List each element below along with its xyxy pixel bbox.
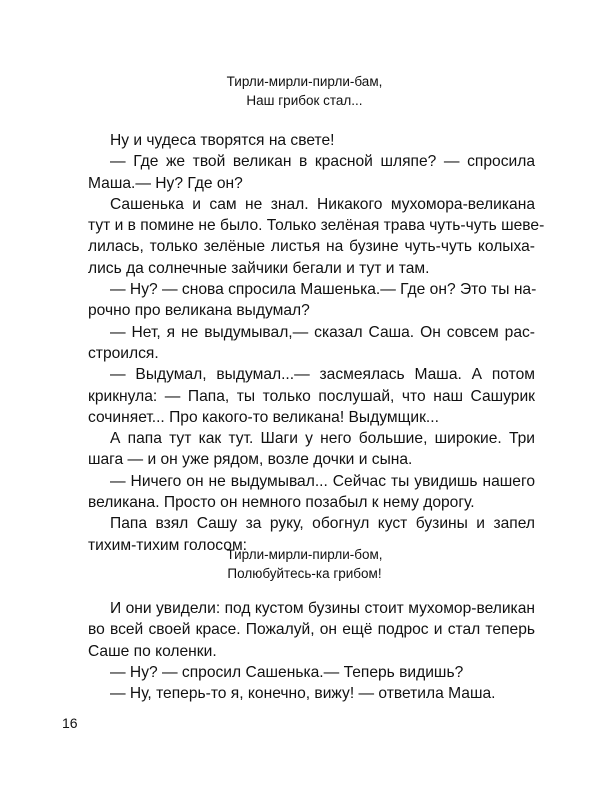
text-line: — Ну? — снова спросила Машенька.— Где он? Это ты на- <box>110 281 537 299</box>
text-line: Маша.— Ну? Где он? <box>88 174 243 192</box>
text-line: Ну и чудеса творятся на свете! <box>110 132 335 149</box>
text-line: — Ничего он не выдумывал... Сейчас ты увидишь нашего <box>110 472 535 490</box>
text-line: Сашенька и сам не знал. Никакого мухомора-великана <box>110 195 535 213</box>
text-line: — Где же твой великан в красной шляпе? — спросила <box>110 153 535 171</box>
text-line: тут и в помине не было. Только зелёная трава чуть-чуть шеве- <box>88 217 545 235</box>
verse-line: Тирли-мирли-пирли-бам, <box>226 74 383 89</box>
text-line: — Ну? — спросил Сашенька.— Теперь видишь? <box>110 663 464 681</box>
text-line: тихим-тихим голосом: <box>88 536 248 554</box>
prose-block-1 <box>88 130 545 556</box>
text-line: строился. <box>88 344 159 362</box>
text-line: сочиняет... Про какого-то великана! Выдумщик... <box>88 408 439 426</box>
text-line: рочно про великана выдумал? <box>88 302 310 320</box>
verse-stanza-2 <box>0 545 609 583</box>
verse-line: Полюбуйтесь-ка грибом! <box>227 566 382 581</box>
text-line: крикнула: — Папа, ты только послушай, что наш Сашурик <box>88 387 535 405</box>
page-number: 16 <box>62 715 78 731</box>
text-line: великана. Просто он немного позабыл к нему дорогу. <box>88 494 475 512</box>
text-line: — Выдумал, выдумал...— засмеялась Маша. А потом <box>110 366 535 384</box>
text-line: Саше по коленки. <box>88 642 217 660</box>
text-line: во всей своей красе. Пожалуй, он ещё подрос и стал теперь <box>88 621 535 639</box>
text-line: шага — и он уже рядом, возле дочки и сына. <box>88 451 413 469</box>
verse-line: Тирли-мирли-пирли-бом, <box>226 547 383 562</box>
verse-stanza-1 <box>0 72 609 110</box>
text-line: И они увидели: под кустом бузины стоит мухомор-великан <box>110 600 535 617</box>
text-line: — Ну, теперь-то я, конечно, вижу! — ответила Маша. <box>110 685 496 703</box>
text-line: лилась, только зелёные листья на бузине чуть-чуть колыха- <box>88 238 535 256</box>
verse-line: Наш грибок стал... <box>246 93 363 108</box>
text-line: Папа взял Сашу за руку, обогнул куст бузины и запел <box>110 515 535 533</box>
text-line: лись да солнечные зайчики бегали и тут и там. <box>88 259 430 277</box>
prose-block-2 <box>88 598 535 704</box>
text-line: А папа тут как тут. Шаги у него большие, широкие. Три <box>110 430 535 448</box>
text-line: — Нет, я не выдумывал,— сказал Саша. Он совсем рас- <box>110 323 535 341</box>
